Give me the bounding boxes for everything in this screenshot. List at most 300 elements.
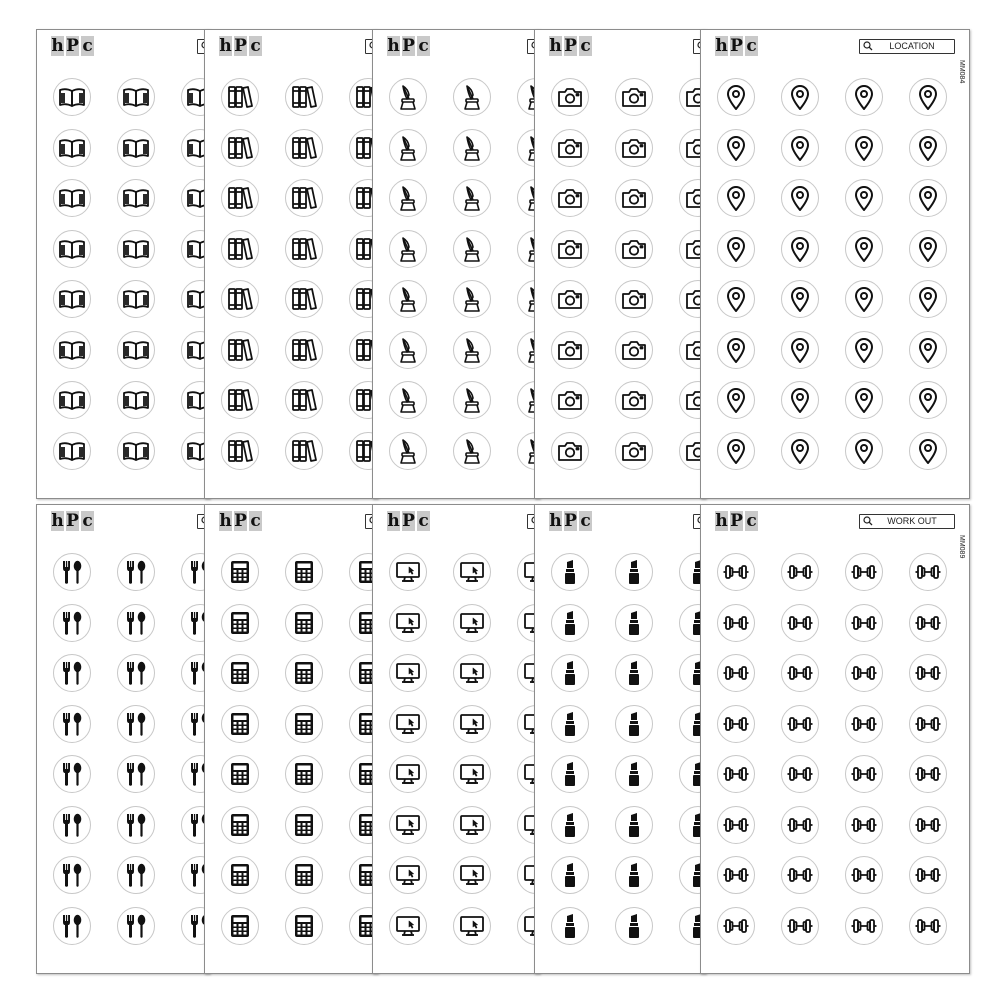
quill-inkwell-icon (394, 235, 422, 263)
quill-inkwell-icon (458, 235, 486, 263)
sticker (909, 179, 947, 217)
sticker (117, 856, 155, 894)
location-pin-icon (722, 285, 750, 313)
computer-monitor-icon (458, 710, 486, 738)
book-icon (58, 83, 86, 111)
dumbbell-icon (722, 811, 750, 839)
sticker (551, 179, 589, 217)
book-icon (58, 336, 86, 364)
sticker (389, 654, 427, 692)
dumbbell-icon (722, 912, 750, 940)
calculator-icon (290, 861, 318, 889)
books-icon (226, 83, 254, 111)
fork-spoon-icon (122, 861, 150, 889)
fork-spoon-icon (58, 710, 86, 738)
brand-logo-letter: P (234, 511, 247, 531)
sticker (117, 907, 155, 945)
sticker (551, 856, 589, 894)
computer-monitor-icon (458, 558, 486, 586)
sticker (717, 381, 755, 419)
sticker (453, 78, 491, 116)
camera-icon (556, 285, 584, 313)
camera-icon (556, 386, 584, 414)
brand-logo-letter: c (418, 511, 429, 531)
brand-logo-letter: c (580, 36, 591, 56)
books-icon (290, 184, 318, 212)
computer-monitor-icon (394, 861, 422, 889)
computer-monitor-icon (458, 861, 486, 889)
lipstick-icon (556, 861, 584, 889)
location-pin-icon (850, 336, 878, 364)
sticker (551, 907, 589, 945)
sticker-grid (551, 553, 706, 945)
sticker (845, 432, 883, 470)
sticker-sheet (204, 29, 378, 499)
sticker (909, 705, 947, 743)
sticker (717, 331, 755, 369)
computer-monitor-icon (394, 811, 422, 839)
sticker (389, 705, 427, 743)
sticker (117, 381, 155, 419)
lipstick-icon (620, 558, 648, 586)
sticker (285, 78, 323, 116)
sticker (551, 755, 589, 793)
sticker (909, 331, 947, 369)
books-icon (226, 386, 254, 414)
camera-icon (556, 184, 584, 212)
sticker (389, 432, 427, 470)
sticker (781, 654, 819, 692)
dumbbell-icon (914, 710, 942, 738)
calculator-icon (226, 558, 254, 586)
sticker (285, 230, 323, 268)
location-pin-icon (722, 386, 750, 414)
brand-logo (715, 511, 758, 533)
book-icon (122, 184, 150, 212)
sticker (389, 755, 427, 793)
sticker (53, 755, 91, 793)
sticker (717, 755, 755, 793)
sticker (221, 654, 259, 692)
sticker (117, 755, 155, 793)
sticker (389, 553, 427, 591)
books-icon (290, 235, 318, 263)
computer-monitor-icon (394, 912, 422, 940)
sticker (717, 856, 755, 894)
computer-monitor-icon (394, 659, 422, 687)
computer-monitor-icon (458, 609, 486, 637)
sticker (285, 705, 323, 743)
sticker (781, 129, 819, 167)
brand-logo-letter: c (250, 511, 261, 531)
books-icon (290, 83, 318, 111)
sticker (717, 230, 755, 268)
location-pin-icon (850, 83, 878, 111)
sticker (389, 179, 427, 217)
location-pin-icon (850, 437, 878, 465)
sticker (781, 907, 819, 945)
sticker (221, 553, 259, 591)
lipstick-icon (620, 861, 648, 889)
dumbbell-icon (850, 659, 878, 687)
sticker (389, 856, 427, 894)
sticker (615, 381, 653, 419)
sticker (53, 179, 91, 217)
brand-logo-letter: h (715, 511, 728, 531)
sticker (453, 230, 491, 268)
sticker (53, 856, 91, 894)
sticker (781, 553, 819, 591)
sticker (717, 553, 755, 591)
book-icon (122, 134, 150, 162)
sticker (615, 553, 653, 591)
dumbbell-icon (722, 760, 750, 788)
book-icon (58, 386, 86, 414)
sticker-sheet (204, 504, 378, 974)
sticker (845, 78, 883, 116)
location-pin-icon (786, 235, 814, 263)
sticker (909, 280, 947, 318)
product-code: MM089 (958, 535, 965, 559)
location-pin-icon (722, 235, 750, 263)
sticker (53, 907, 91, 945)
sticker (551, 705, 589, 743)
sticker (389, 381, 427, 419)
calculator-icon (226, 861, 254, 889)
sticker (845, 381, 883, 419)
sticker (717, 705, 755, 743)
location-pin-icon (786, 184, 814, 212)
dumbbell-icon (722, 558, 750, 586)
quill-inkwell-icon (394, 83, 422, 111)
calculator-icon (226, 760, 254, 788)
dumbbell-icon (786, 811, 814, 839)
sticker (453, 907, 491, 945)
sticker (117, 705, 155, 743)
quill-inkwell-icon (458, 336, 486, 364)
sticker (845, 179, 883, 217)
dumbbell-icon (786, 558, 814, 586)
book-icon (58, 184, 86, 212)
sticker-grid (221, 553, 378, 945)
location-pin-icon (850, 184, 878, 212)
location-pin-icon (786, 386, 814, 414)
sticker-grid (53, 78, 210, 470)
sticker (285, 331, 323, 369)
sticker (909, 654, 947, 692)
sticker (909, 78, 947, 116)
sheet-label-box (859, 39, 955, 54)
sticker (221, 280, 259, 318)
sticker (615, 432, 653, 470)
brand-logo (715, 36, 758, 58)
quill-inkwell-icon (394, 184, 422, 212)
sticker (453, 604, 491, 642)
camera-icon (620, 437, 648, 465)
lipstick-icon (620, 811, 648, 839)
sticker (615, 331, 653, 369)
sticker (221, 604, 259, 642)
sticker (53, 78, 91, 116)
brand-logo-letter: h (219, 36, 232, 56)
sticker (615, 856, 653, 894)
sticker (53, 705, 91, 743)
brand-logo-letter: P (730, 511, 743, 531)
sticker (453, 280, 491, 318)
sticker (53, 604, 91, 642)
books-icon (290, 285, 318, 313)
sticker (389, 331, 427, 369)
brand-logo (549, 511, 592, 533)
dumbbell-icon (722, 861, 750, 889)
fork-spoon-icon (58, 609, 86, 637)
brand-logo-letter: P (402, 511, 415, 531)
brand-logo-letter: h (51, 511, 64, 531)
lipstick-icon (556, 710, 584, 738)
sticker (717, 907, 755, 945)
brand-logo-letter: c (250, 36, 261, 56)
sheet-label-box (859, 514, 955, 529)
sticker (551, 604, 589, 642)
location-pin-icon (914, 184, 942, 212)
brand-logo (219, 511, 262, 533)
brand-logo-letter: P (402, 36, 415, 56)
dumbbell-icon (786, 609, 814, 637)
sheet-label: LOCATION (889, 41, 935, 51)
sticker (909, 381, 947, 419)
book-icon (58, 235, 86, 263)
sticker (117, 604, 155, 642)
sticker (845, 654, 883, 692)
sticker (53, 280, 91, 318)
dumbbell-icon (914, 760, 942, 788)
sticker (453, 432, 491, 470)
quill-inkwell-icon (458, 83, 486, 111)
location-pin-icon (914, 83, 942, 111)
sticker (53, 129, 91, 167)
books-icon (226, 134, 254, 162)
sticker (909, 129, 947, 167)
sticker (453, 755, 491, 793)
location-pin-icon (914, 134, 942, 162)
sticker (117, 179, 155, 217)
sticker (221, 907, 259, 945)
location-pin-icon (722, 184, 750, 212)
books-icon (290, 336, 318, 364)
lipstick-icon (556, 558, 584, 586)
camera-icon (620, 134, 648, 162)
camera-icon (620, 336, 648, 364)
book-icon (58, 437, 86, 465)
sticker (285, 806, 323, 844)
book-icon (58, 134, 86, 162)
quill-inkwell-icon (394, 285, 422, 313)
sticker (285, 179, 323, 217)
sticker (909, 604, 947, 642)
books-icon (226, 437, 254, 465)
sticker (717, 604, 755, 642)
camera-icon (620, 184, 648, 212)
quill-inkwell-icon (458, 386, 486, 414)
sticker (221, 129, 259, 167)
location-pin-icon (786, 285, 814, 313)
computer-monitor-icon (458, 659, 486, 687)
camera-icon (556, 83, 584, 111)
computer-monitor-icon (394, 710, 422, 738)
lipstick-icon (556, 760, 584, 788)
sticker (717, 280, 755, 318)
location-pin-icon (850, 134, 878, 162)
sticker (845, 755, 883, 793)
location-pin-icon (850, 235, 878, 263)
sticker (909, 907, 947, 945)
book-icon (122, 235, 150, 263)
sticker (117, 654, 155, 692)
sticker (717, 806, 755, 844)
sticker (117, 280, 155, 318)
calculator-icon (290, 558, 318, 586)
sticker (717, 129, 755, 167)
fork-spoon-icon (122, 760, 150, 788)
sticker (781, 230, 819, 268)
location-pin-icon (914, 386, 942, 414)
sticker (285, 755, 323, 793)
calculator-icon (226, 609, 254, 637)
sticker-grid (389, 553, 540, 945)
sticker (781, 331, 819, 369)
dumbbell-icon (786, 710, 814, 738)
sticker (389, 806, 427, 844)
location-pin-icon (722, 134, 750, 162)
brand-logo-letter: h (387, 36, 400, 56)
product-code: MM084 (958, 60, 965, 84)
sticker (221, 806, 259, 844)
sticker (781, 381, 819, 419)
location-pin-icon (786, 437, 814, 465)
sticker (453, 381, 491, 419)
sticker (781, 78, 819, 116)
brand-logo-letter: h (219, 511, 232, 531)
computer-monitor-icon (458, 760, 486, 788)
sticker (781, 280, 819, 318)
dumbbell-icon (914, 609, 942, 637)
sticker-grid (717, 78, 947, 470)
lipstick-icon (620, 609, 648, 637)
sticker (285, 129, 323, 167)
sticker (781, 806, 819, 844)
brand-logo-letter: h (549, 36, 562, 56)
camera-icon (620, 83, 648, 111)
brand-logo-letter: c (82, 36, 93, 56)
sticker (551, 806, 589, 844)
quill-inkwell-icon (458, 437, 486, 465)
dumbbell-icon (914, 811, 942, 839)
brand-logo-letter: c (418, 36, 429, 56)
sticker (389, 907, 427, 945)
sticker (453, 806, 491, 844)
sticker (285, 280, 323, 318)
sticker-sheet (372, 29, 540, 499)
fork-spoon-icon (122, 811, 150, 839)
sticker (717, 78, 755, 116)
dumbbell-icon (786, 659, 814, 687)
fork-spoon-icon (58, 760, 86, 788)
sticker-grid (221, 78, 378, 470)
fork-spoon-icon (58, 861, 86, 889)
sticker (117, 806, 155, 844)
sticker (453, 553, 491, 591)
sticker (845, 806, 883, 844)
sticker (453, 856, 491, 894)
sticker (551, 78, 589, 116)
sticker (845, 856, 883, 894)
sticker (221, 230, 259, 268)
sticker (717, 654, 755, 692)
dumbbell-icon (850, 609, 878, 637)
sticker (53, 432, 91, 470)
lipstick-icon (556, 609, 584, 637)
sticker (453, 179, 491, 217)
book-icon (122, 336, 150, 364)
sticker (221, 381, 259, 419)
dumbbell-icon (850, 760, 878, 788)
sticker (551, 654, 589, 692)
sticker (845, 705, 883, 743)
sticker (221, 78, 259, 116)
brand-logo-letter: P (234, 36, 247, 56)
dumbbell-icon (786, 760, 814, 788)
sticker (53, 230, 91, 268)
book-icon (58, 285, 86, 313)
quill-inkwell-icon (394, 437, 422, 465)
sticker (781, 856, 819, 894)
sticker (285, 907, 323, 945)
sticker (717, 432, 755, 470)
sticker (615, 654, 653, 692)
camera-icon (556, 235, 584, 263)
sticker (845, 907, 883, 945)
location-pin-icon (722, 83, 750, 111)
dumbbell-icon (722, 710, 750, 738)
location-pin-icon (914, 285, 942, 313)
brand-logo-letter: h (549, 511, 562, 531)
book-icon (122, 437, 150, 465)
sticker (781, 432, 819, 470)
fork-spoon-icon (122, 710, 150, 738)
location-pin-icon (850, 285, 878, 313)
sticker (117, 78, 155, 116)
sticker (615, 604, 653, 642)
quill-inkwell-icon (394, 336, 422, 364)
location-pin-icon (722, 437, 750, 465)
books-icon (226, 184, 254, 212)
computer-monitor-icon (394, 609, 422, 637)
sticker (453, 705, 491, 743)
sticker (551, 129, 589, 167)
sticker (453, 331, 491, 369)
sticker (845, 129, 883, 167)
fork-spoon-icon (122, 912, 150, 940)
books-icon (226, 235, 254, 263)
sticker (909, 806, 947, 844)
brand-logo-letter: h (387, 511, 400, 531)
sticker (781, 705, 819, 743)
sticker (53, 806, 91, 844)
sticker (551, 553, 589, 591)
sticker (285, 604, 323, 642)
computer-monitor-icon (458, 912, 486, 940)
sticker (453, 129, 491, 167)
